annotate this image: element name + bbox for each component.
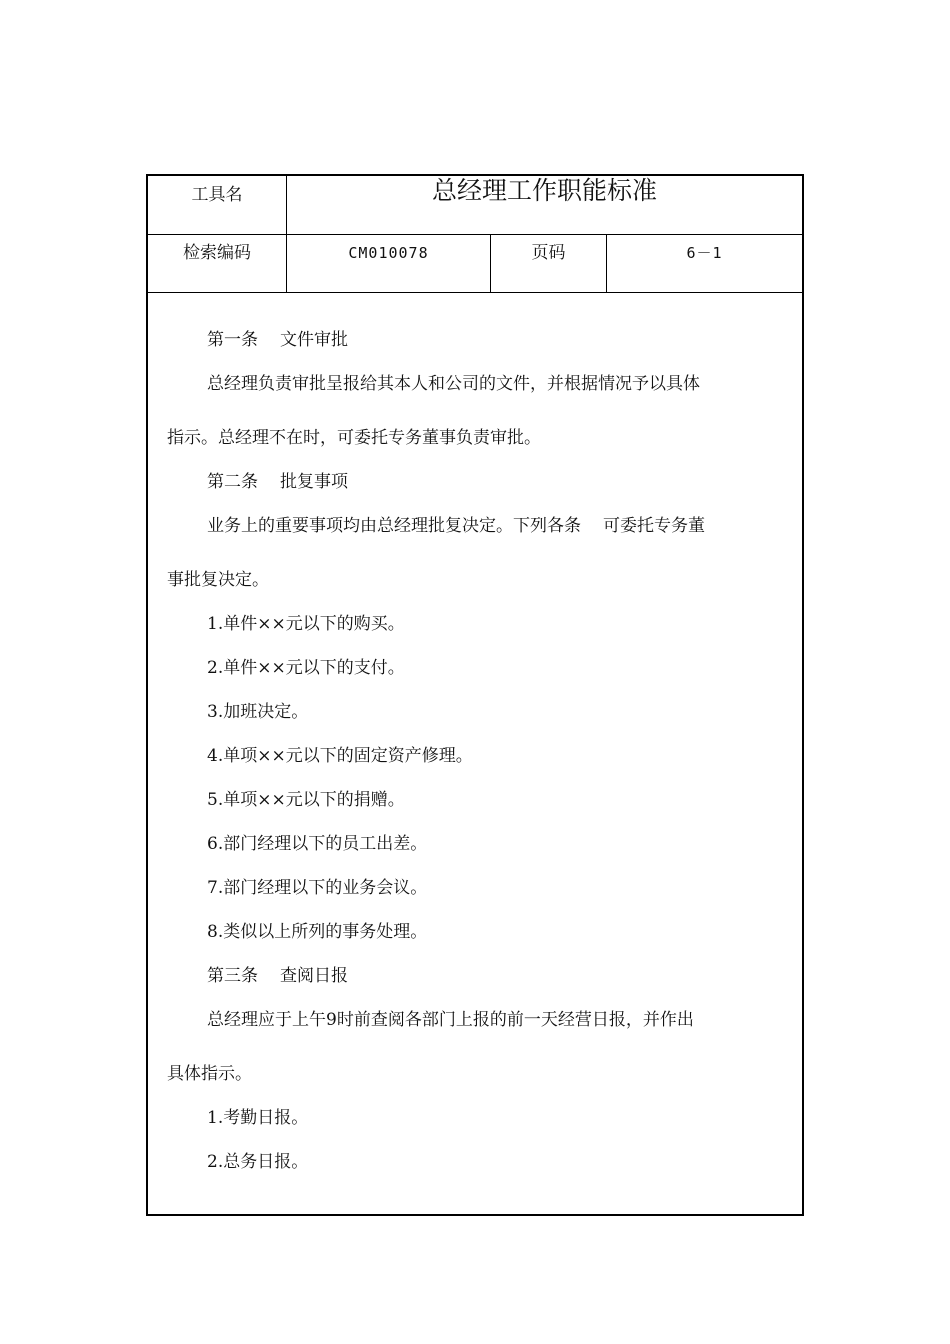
document-frame bbox=[146, 174, 804, 1216]
list-item: 4.单项××元以下的固定资产修理。 bbox=[207, 746, 473, 766]
article-3-paragraph-line-1: 总经理应于上午9时前查阅各部门上报的前一天经营日报，并作出 bbox=[207, 1010, 694, 1030]
article-1-number: 第一条 bbox=[207, 330, 258, 350]
page-label-cell bbox=[491, 234, 607, 292]
title-cell bbox=[287, 176, 802, 234]
document-body bbox=[148, 292, 802, 1214]
article-1-title: 文件审批 bbox=[280, 330, 348, 350]
article-1-paragraph-line-2: 指示。总经理不在时，可委托专务董事负责审批。 bbox=[167, 428, 541, 448]
header-row-title bbox=[148, 176, 802, 235]
article-2-number: 第二条 bbox=[207, 472, 258, 492]
code-value-cell bbox=[287, 234, 491, 292]
article-3-paragraph-line-2: 具体指示。 bbox=[167, 1064, 252, 1084]
article-2-paragraph-part-b: 可委托专务董 bbox=[603, 516, 705, 536]
list-item: 6.部门经理以下的员工出差。 bbox=[207, 834, 428, 854]
list-item: 1.考勤日报。 bbox=[207, 1108, 309, 1128]
article-2-paragraph-line-1 bbox=[207, 515, 705, 537]
list-item: 7.部门经理以下的业务会议。 bbox=[207, 878, 428, 898]
code-label-cell bbox=[148, 234, 287, 292]
article-3-number: 第三条 bbox=[207, 966, 258, 986]
article-2-title: 批复事项 bbox=[280, 472, 348, 492]
page-label: 页码 bbox=[531, 243, 566, 263]
tool-name-label-cell bbox=[148, 176, 287, 234]
code-value: CM010078 bbox=[348, 244, 429, 262]
article-1-paragraph-line-1: 总经理负责审批呈报给其本人和公司的文件，并根据情况予以具体 bbox=[207, 374, 700, 394]
list-item: 2.总务日报。 bbox=[207, 1152, 309, 1172]
list-item: 2.单件××元以下的支付。 bbox=[207, 658, 405, 678]
list-item: 3.加班决定。 bbox=[207, 702, 309, 722]
article-1-heading bbox=[207, 329, 348, 351]
list-item: 5.单项××元以下的捐赠。 bbox=[207, 790, 405, 810]
list-item: 1.单件××元以下的购买。 bbox=[207, 614, 405, 634]
header-row-meta bbox=[148, 234, 802, 293]
document-title: 总经理工作职能标准 bbox=[431, 176, 657, 205]
code-label: 检索编码 bbox=[183, 243, 251, 263]
article-3-heading bbox=[207, 965, 348, 987]
article-2-paragraph-line-2: 事批复决定。 bbox=[167, 570, 269, 590]
article-2-heading bbox=[207, 471, 348, 493]
page-value: 6－1 bbox=[686, 244, 723, 262]
article-2-paragraph-part-a: 业务上的重要事项均由总经理批复决定。下列各条 bbox=[207, 516, 581, 536]
list-item: 8.类似以上所列的事务处理。 bbox=[207, 922, 428, 942]
page-value-cell bbox=[607, 234, 802, 292]
tool-name-label: 工具名 bbox=[191, 185, 243, 205]
article-3-title: 查阅日报 bbox=[280, 966, 348, 986]
